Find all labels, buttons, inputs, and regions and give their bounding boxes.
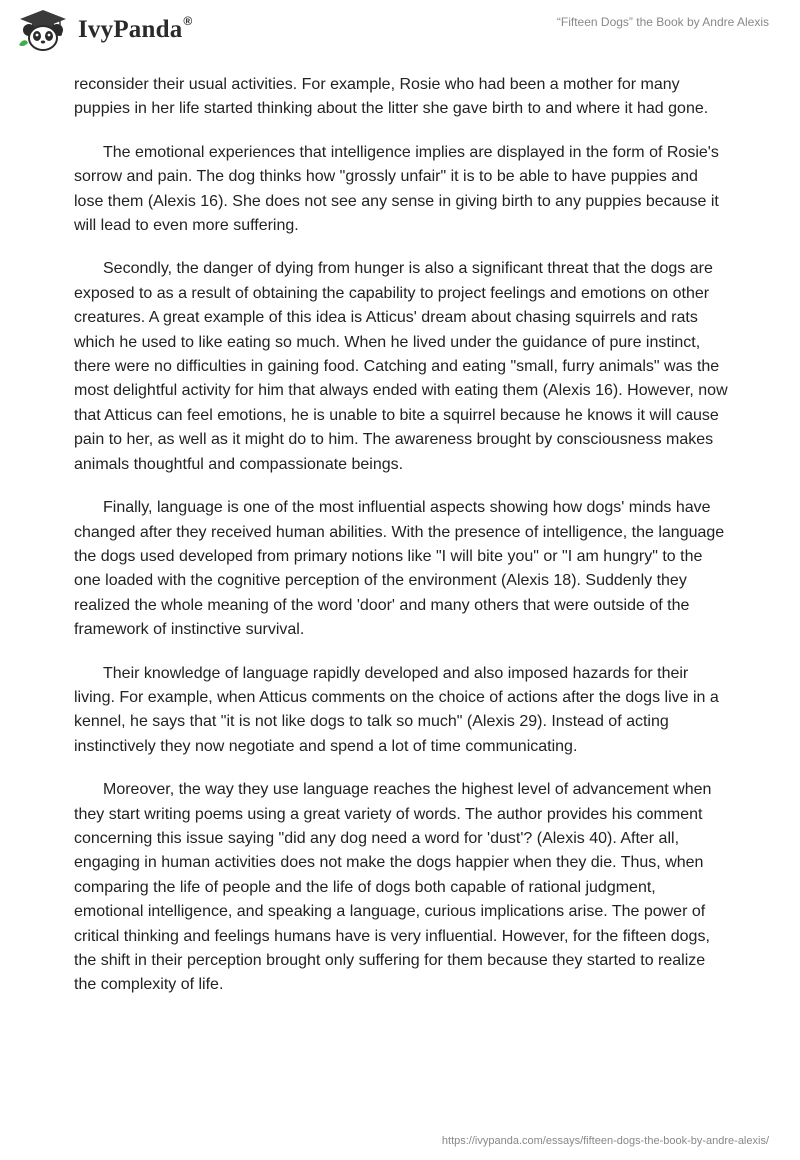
ivypanda-logo[interactable] <box>16 9 192 51</box>
brand-name <box>78 16 192 44</box>
registered-mark: ® <box>183 14 193 28</box>
document-title: “Fifteen Dogs” the Book by Andre Alexis <box>556 15 769 29</box>
paragraph: Secondly, the danger of dying from hunger is also a significant threat that the dogs are exposed to as a result of obtaining the capability to project feelings and emotions on other creatures. A great example of this idea is Atticus' dream about chasing squirrels and rats which he used to like eating so much. When he lived under the guidance of pure instinct, there were no difficulties in gaining food. Catching and eating "small, furry animals" was the most delightful activity for him that always ended with eating them (Alexis 16). However, now that Atticus can feel emotions, he is unable to bite a squirrel because he knows it will cause pain to her, as well as it might do to him. The awareness brought by consciousness makes animals thoughtful and compassionate beings. <box>74 260 728 473</box>
panda-graduate-icon <box>16 9 70 51</box>
essay-body <box>74 73 729 1017</box>
paragraph: Their knowledge of language rapidly developed and also imposed hazards for their living. For example, when Atticus comments on the choice of actions after the dogs live in a kennel, he says that "it is not like dogs to talk so much" (Alexis 29). Instead of acting instinctively they now negotiate and spend a lot of time communicating. <box>74 664 719 755</box>
brand-name-text: IvyPanda <box>78 16 183 43</box>
paragraph-continued: reconsider their usual activities. For example, Rosie who had been a mother for many puppies in her life started thinking about the litter she gave birth to and where it had gone. <box>74 76 709 118</box>
source-url-link[interactable]: https://ivypanda.com/essays/fifteen-dogs-the-book-by-andre-alexis/ <box>441 1135 769 1147</box>
paragraph: Moreover, the way they use language reaches the highest level of advancement when they start writing poems using a great variety of words. The author provides his comment concerning this issue saying "did any dog need a word for 'dust'? (Alexis 40). After all, engaging in human activities does not make the dogs happier when they die. Thus, when comparing the life of people and the life of dogs both capable of rational judgment, emotional intelligence, and speaking a language, curious implications arise. The power of critical thinking and feelings humans have is very influential. However, for the fifteen dogs, the shift in their perception brought only suffering for them because they started to realize the complexity of life. <box>74 781 712 994</box>
paragraph: The emotional experiences that intelligence implies are displayed in the form of Rosie's sorrow and pain. The dog thinks how "grossly unfair" it is to be able to have puppies and lose them (Alexis 16). She does not see any sense in giving birth to any puppies because it will lead to even more suffering. <box>74 143 719 235</box>
paragraph: Finally, language is one of the most influential aspects showing how dogs' minds have changed after they received human abilities. With the presence of intelligence, the language the dogs used developed from primary notions like "I will bite you" or "I am hungry" to the one loaded with the cognitive perception of the environment (Alexis 18). Suddenly they realized the whole meaning of the word 'door' and many others that were outside of the framework of instinctive survival. <box>74 499 725 639</box>
page-header <box>0 0 800 64</box>
